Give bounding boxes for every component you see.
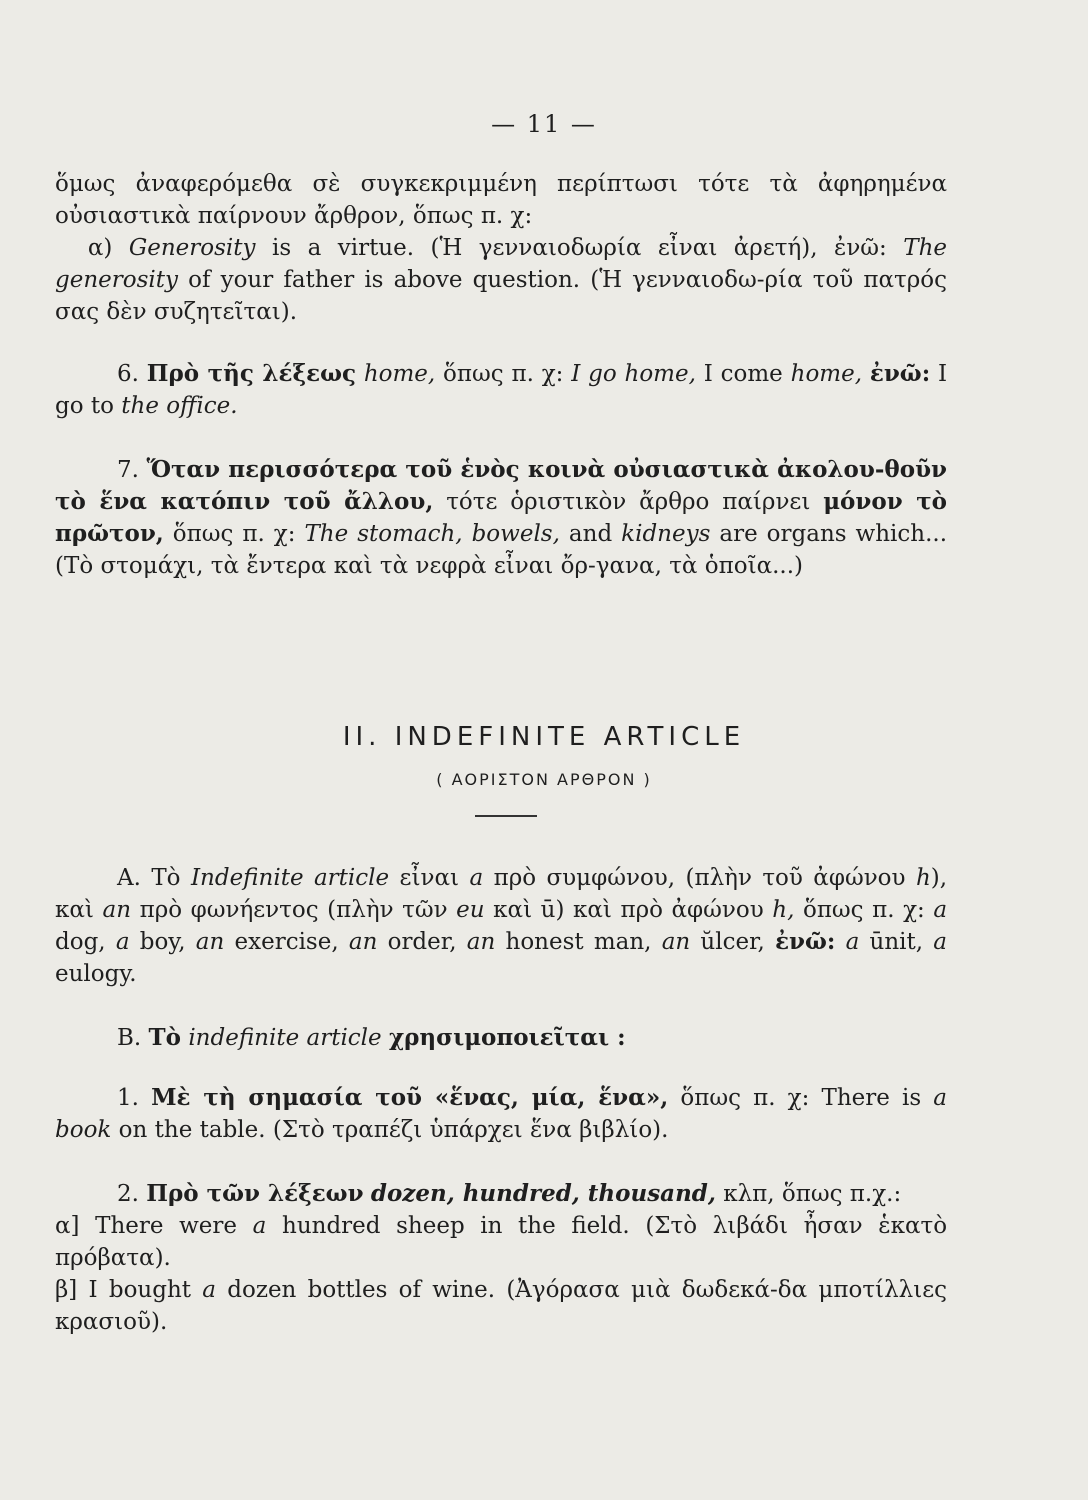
intro-paragraph: ὅμως ἀναφερόμεθα σὲ συγκεκριμμένη περίπτωσι τότε τὰ ἀφηρημένα οὐσιαστικὰ παίρνουν ἄρθρον, ὅπως π. χ: α) Generosity is a virtue. (Ἡ γενναιοδωρία εἶναι ἀρετή), ἐνῶ: The generosity of your father is above question. (Ἡ γενναιοδω-ρία τοῦ πατρός σας δὲν συζητεῖται). [55,171,948,325]
paragraph-a: A. Τὸ Indefinite article εἶναι a πρὸ συμφώνου, (πλὴν τοῦ ἀφώνου h), καὶ an πρὸ φωνήεντος (πλὴν τῶν eu καὶ ū) καὶ πρὸ ἀφώνου h, ὅπως π. χ: a dog, a boy, an exercise, an order, an honest man, an ŭlcer, ἐνῶ: a ūnit, a eulogy. [55,865,948,987]
section-title: II. INDEFINITE ARTICLE [342,722,746,752]
item-7: 7. Ὅταν περισσότερα τοῦ ἑνὸς κοινὰ οὐσιαστικὰ ἀκολου-θοῦν τὸ ἕνα κατόπιν τοῦ ἄλλου, τότε ὁριστικὸν ἄρθρο παίρνει μόνον τὸ πρῶτον, ὅπως π. χ: The stomach, bowels, and kidneys are organs which... (Τὸ στομάχι, τὰ ἔντερα καὶ τὰ νεφρὰ εἶναι ὄρ-γανα, τὰ ὁποῖα...) [55,456,948,579]
item-6: 6. Πρὸ τῆς λέξεως home, ὅπως π. χ: I go home, I come home, ἐνῶ: I go to the office. [55,360,948,419]
divider [475,815,537,817]
section-subtitle: ( ΑΟΡΙΣΤΟΝ ΑΡΘΡΟΝ ) [436,770,652,789]
item-2: 2. Πρὸ τῶν λέξεων dozen, hundred, thousand, κλπ, ὅπως π.χ.: α] There were a hundred sheep in the field. (Στὸ λιβάδι ἦσαν ἑκατὸ πρόβατα). β] I bought a dozen bottles of wine. (Ἀγόρασα μιὰ δωδεκά-δα μποτίλλιες κρασιοῦ). [55,1180,948,1335]
item-1: 1. Μὲ τὴ σημασία τοῦ «ἕνας, μία, ἕνα», ὅπως π. χ: There is a book on the table. (Στὸ τραπέζι ὑπάρχει ἕνα βιβλίο). [55,1084,948,1143]
page-number: — 11 — [491,110,597,138]
paragraph-b: B. Τὸ indefinite article χρησιμοποιεῖται : [117,1024,626,1051]
